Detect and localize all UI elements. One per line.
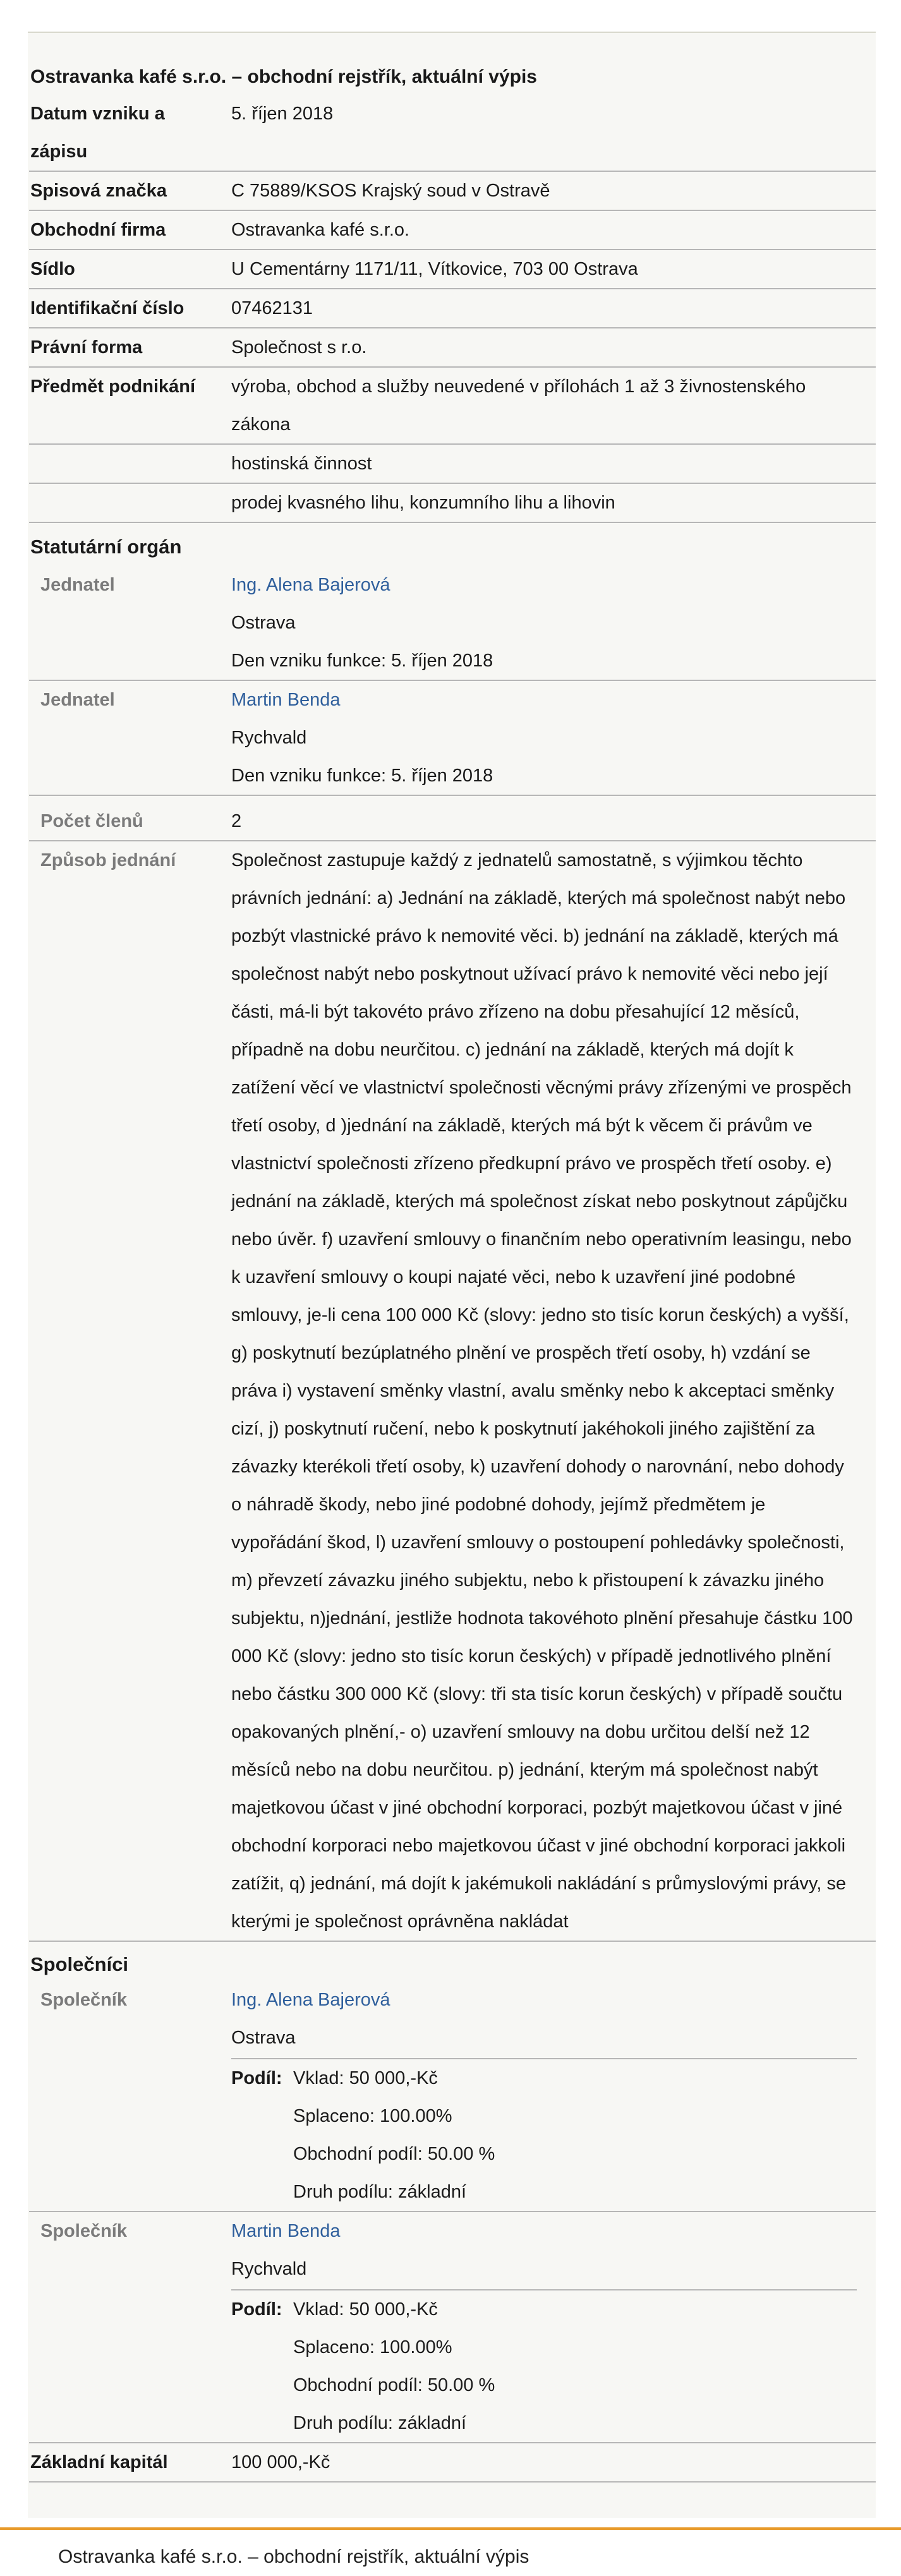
share-druh: Druh podílu: základní: [293, 2413, 467, 2433]
value-pocet-clenu: 2: [231, 811, 242, 831]
person-city: Rychvald: [231, 2259, 307, 2279]
label-datum-vzniku: [29, 95, 231, 171]
share-label: Podíl:: [231, 2299, 282, 2320]
row-predmet-3: [29, 484, 876, 523]
zpusob-jednani-line: opakovaných plnění,- o) uzavření smlouvy na dobu určitou delší než 12: [231, 1722, 810, 1742]
row-zakladni-kapital: [29, 2443, 876, 2483]
value-sidlo: U Cementárny 1171/11, Vítkovice, 703 00 Ostrava: [231, 259, 638, 279]
zpusob-jednani-line: g) poskytnutí bezúplatného plnění ve prospěch třetí osoby, h) vzdání se: [231, 1343, 811, 1363]
value-spolecnik-2: [231, 2212, 876, 2442]
share-vklad: Vklad: 50 000,-Kč: [293, 2068, 438, 2088]
share-block: [231, 2290, 876, 2442]
row-spolecnik-2: [29, 2212, 876, 2443]
section-heading-spolecnici: Společníci: [30, 1953, 129, 1975]
value-pravni-forma: Společnost s r.o.: [231, 337, 367, 358]
row-spolecnik-1: [29, 1981, 876, 2212]
share-values: [293, 2290, 876, 2442]
person-link[interactable]: Ing. Alena Bajerová: [231, 1990, 390, 2010]
label-predmet-podnikani: Předmět podnikání: [30, 376, 196, 397]
value-spolecnik-1: [231, 1981, 876, 2211]
share-block: [231, 2059, 876, 2211]
zpusob-jednani-line: subjektu, n)jednání, jestliže hodnota takovéhoto plnění přesahuje částku 100: [231, 1608, 853, 1628]
label-line: zápisu: [30, 141, 88, 162]
row-zpusob-jednani: [29, 841, 876, 1942]
zpusob-jednani-line: majetkovou účast v jiné obchodní korporaci, pozbýt majetkovou účast v jiné: [231, 1798, 843, 1818]
person-function-date: Den vzniku funkce: 5. říjen 2018: [231, 651, 493, 671]
row-predmet-2: [29, 445, 876, 484]
row-predmet-podnikani: [29, 368, 876, 445]
label-jednatel: Jednatel: [40, 690, 115, 710]
zpusob-jednani-line: Společnost zastupuje každý z jednatelů samostatně, s výjimkou těchto: [231, 850, 803, 870]
zpusob-jednani-line: o náhradě škody, nebo jiné podobné dohody, jejímž předmětem je: [231, 1495, 766, 1515]
zpusob-jednani-line: práva i) vystavení směnky vlastní, avalu směnky nebo k akceptaci směnky: [231, 1381, 835, 1401]
zpusob-jednani-line: měsíců nebo na dobu neurčitou. p) jednání, kterým má společnost nabýt: [231, 1760, 818, 1780]
row-jednatel-2: [29, 681, 876, 796]
person-link[interactable]: Martin Benda: [231, 2221, 341, 2241]
row-pocet-clenu: [29, 802, 876, 841]
zpusob-jednani-line: obchodní korporaci nebo majetkovou účast v jiné obchodní korporaci jakkoli: [231, 1836, 846, 1856]
zpusob-jednani-line: zatížit, q) jednání, má dojít k jakémukoli nakládání s průmyslovými právy, se: [231, 1874, 846, 1894]
label-pocet-clenu: Počet členů: [40, 811, 143, 831]
person-link[interactable]: Martin Benda: [231, 690, 341, 710]
label-empty: [29, 484, 231, 522]
row-sidlo: [29, 250, 876, 289]
share-label: Podíl:: [231, 2068, 282, 2088]
value-spisova-znacka: C 75889/KSOS Krajský soud v Ostravě: [231, 181, 550, 201]
zpusob-jednani-line: smlouvy, je-li cena 100 000 Kč (slovy: jedno sto tisíc korun českých) a vyšší,: [231, 1305, 849, 1325]
zpusob-jednani-line: 000 Kč (slovy: jedno sto tisíc korun českých) v případě jednotlivého plnění: [231, 1646, 831, 1666]
value-predmet-3: prodej kvasného lihu, konzumního lihu a lihovin: [231, 493, 615, 513]
zpusob-jednani-line: nebo částku 300 000 Kč (slovy: tři sta tisíc korun českých) v případě součtu: [231, 1684, 843, 1704]
zpusob-jednani-line: pozbýt vlastnické právo k nemovité věci. b) jednání na základě, kterých má: [231, 926, 838, 946]
value-line: výroba, obchod a služby neuvedené v přílohách 1 až 3 živnostenského: [231, 376, 806, 397]
value-obchodni-firma: Ostravanka kafé s.r.o.: [231, 220, 410, 240]
value-jednatel-1: [231, 566, 876, 680]
value-predmet-1: [231, 368, 876, 443]
value-zakladni-kapital: 100 000,-Kč: [231, 2452, 330, 2472]
zpusob-jednani-line: cizí, j) poskytnutí ručení, nebo k poskytnutí jakéhokoli jiného zajištění za: [231, 1419, 815, 1439]
label-zpusob-jednani: Způsob jednání: [40, 850, 176, 870]
person-city: Ostrava: [231, 2028, 296, 2048]
zpusob-jednani-line: m) převzetí závazku jiného subjektu, nebo k přistoupení k závazku jiného: [231, 1570, 825, 1591]
label-line: Datum vzniku a: [30, 104, 165, 124]
person-link[interactable]: Ing. Alena Bajerová: [231, 575, 390, 595]
label-obchodni-firma: Obchodní firma: [30, 220, 166, 240]
row-datum-vzniku: [29, 95, 876, 172]
label-zakladni-kapital: Základní kapitál: [30, 2452, 168, 2472]
share-values: [293, 2059, 876, 2211]
zpusob-jednani-line: nebo úvěr. f) uzavření smlouvy o finančním nebo operativním leasingu, nebo: [231, 1229, 852, 1249]
zpusob-jednani-line: právních jednání: a) Jednání na základě, kterých má společnost nabýt nebo: [231, 888, 846, 908]
page-title: Ostravanka kafé s.r.o. – obchodní rejstřík, aktuální výpis: [30, 66, 537, 87]
zpusob-jednani-line: zatížení věcí ve vlastnictví společnosti věcnými právy zřízenými ve prospěch: [231, 1078, 852, 1098]
value-jednatel-2: [231, 681, 876, 795]
document-sheet: [28, 32, 876, 2518]
section-heading-statutarni: Statutární orgán: [30, 536, 182, 558]
row-ico: [29, 289, 876, 328]
zpusob-jednani-line: vlastnictví společnosti zřízeno předkupní právo ve prospěch třetí osoby. e): [231, 1153, 832, 1174]
share-splaceno: Splaceno: 100.00%: [293, 2106, 452, 2126]
zpusob-jednani-line: k uzavření smlouvy o koupi najaté věci, nebo k uzavření jiné podobné: [231, 1267, 796, 1287]
label-spolecnik: Společník: [40, 2221, 127, 2241]
zpusob-jednani-line: společnost nabýt nebo poskytnout užívací právo k nemovité věci nebo její: [231, 964, 828, 984]
person-city: Ostrava: [231, 613, 296, 633]
label-sidlo: Sídlo: [30, 259, 75, 279]
label-spisova-znacka: Spisová značka: [30, 181, 167, 201]
label-jednatel: Jednatel: [40, 575, 115, 595]
zpusob-jednani-line: kterými je společnost oprávněna nakládat: [231, 1911, 569, 1932]
share-obchodni-podil: Obchodní podíl: 50.00 %: [293, 2144, 495, 2164]
value-zpusob-jednani: [231, 841, 876, 1941]
value-line: zákona: [231, 414, 291, 435]
share-splaceno: Splaceno: 100.00%: [293, 2337, 452, 2357]
person-city: Rychvald: [231, 728, 307, 748]
zpusob-jednani-line: závazky kterékoli třetí osoby, k) uzavření dohody o narovnání, nebo dohody: [231, 1457, 844, 1477]
share-vklad: Vklad: 50 000,-Kč: [293, 2299, 438, 2320]
row-spisova-znacka: [29, 172, 876, 211]
label-spolecnik: Společník: [40, 1990, 127, 2010]
row-obchodni-firma: [29, 211, 876, 250]
footer-accent-line: [0, 2527, 901, 2530]
label-ico: Identifikační číslo: [30, 298, 184, 318]
row-pravni-forma: [29, 328, 876, 368]
row-jednatel-1: [29, 566, 876, 681]
footer-title: Ostravanka kafé s.r.o. – obchodní rejstřík, aktuální výpis: [58, 2546, 529, 2567]
zpusob-jednani-line: části, má-li být takovéto právo zřízeno na dobu přesahující 12 měsíců,: [231, 1002, 800, 1022]
zpusob-jednani-line: vypořádání škod, l) uzavření smlouvy o postoupení pohledávky společnosti,: [231, 1532, 845, 1553]
label-pravni-forma: Právní forma: [30, 337, 143, 358]
share-druh: Druh podílu: základní: [293, 2182, 467, 2202]
person-function-date: Den vzniku funkce: 5. říjen 2018: [231, 766, 493, 786]
zpusob-jednani-line: třetí osoby, d )jednání na základě, kterých má být k věcem či právům ve: [231, 1116, 813, 1136]
zpusob-jednani-line: případně na dobu neurčitou. c) jednání na základě, kterých má dojít k: [231, 1040, 794, 1060]
value-datum-vzniku: 5. říjen 2018: [231, 104, 334, 124]
zpusob-jednani-line: jednání na základě, kterých má společnost získat nebo poskytnout zápůjčku: [231, 1191, 848, 1212]
register-extract: [29, 59, 876, 2483]
label-empty: [29, 445, 231, 483]
share-obchodni-podil: Obchodní podíl: 50.00 %: [293, 2375, 495, 2395]
value-ico: 07462131: [231, 298, 313, 318]
value-predmet-2: hostinská činnost: [231, 454, 372, 474]
